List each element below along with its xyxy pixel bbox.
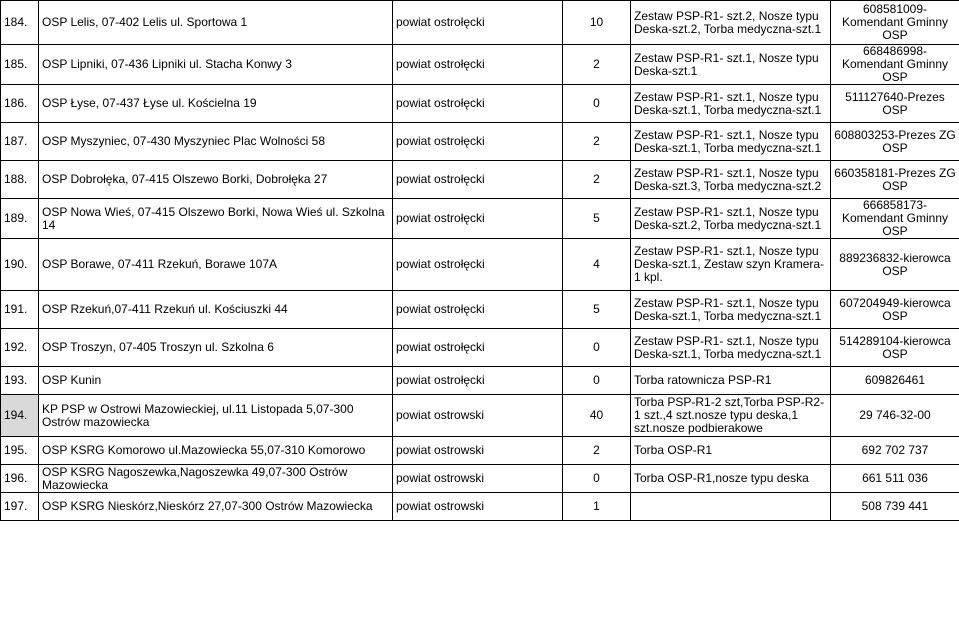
contact-cell: 608803253-Prezes ZG OSP: [831, 123, 959, 161]
county-cell: powiat ostrołęcki: [393, 329, 563, 367]
table-row: [1, 161, 959, 199]
equipment-cell: Zestaw PSP-R1- szt.1, Nosze typu Deska-szt.3, Torba medyczna-szt.2: [631, 161, 831, 199]
contact-cell: 607204949-kierowca OSP: [831, 291, 959, 329]
unit-name-cell: KP PSP w Ostrowi Mazowieckiej, ul.11 Listopada 5,07-300 Ostrów mazowiecka: [39, 395, 393, 437]
equipment-cell: Zestaw PSP-R1- szt.2, Nosze typu Deska-szt.2, Torba medyczna-szt.1: [631, 1, 831, 45]
rescuer-count-cell: 1: [563, 493, 631, 521]
county-cell: powiat ostrołęcki: [393, 291, 563, 329]
equipment-cell: Zestaw PSP-R1- szt.1, Nosze typu Deska-szt.1: [631, 45, 831, 85]
contact-cell: 889236832-kierowca OSP: [831, 239, 959, 291]
equipment-cell: Torba OSP-R1,nosze typu deska: [631, 465, 831, 493]
equipment-cell: Zestaw PSP-R1- szt.1, Nosze typu Deska-szt.1, Torba medyczna-szt.1: [631, 291, 831, 329]
row-number-cell: 187.: [1, 123, 39, 161]
contact-cell: 692 702 737: [831, 437, 959, 465]
rescuer-count-cell: 2: [563, 161, 631, 199]
row-number-cell: 186.: [1, 85, 39, 123]
table-row: [1, 437, 959, 465]
osp-table-body: [1, 1, 959, 521]
equipment-cell: Zestaw PSP-R1- szt.1, Nosze typu Deska-szt.1, Torba medyczna-szt.1: [631, 85, 831, 123]
row-number-cell: 193.: [1, 367, 39, 395]
unit-name-cell: OSP Dobrołęka, 07-415 Olszewo Borki, Dobrołęka 27: [39, 161, 393, 199]
county-cell: powiat ostrowski: [393, 493, 563, 521]
county-cell: powiat ostrołęcki: [393, 367, 563, 395]
row-number-cell: 189.: [1, 199, 39, 239]
unit-name-cell: OSP Kunin: [39, 367, 393, 395]
row-number-cell: 195.: [1, 437, 39, 465]
unit-name-cell: OSP KSRG Nagoszewka,Nagoszewka 49,07-300 Ostrów Mazowiecka: [39, 465, 393, 493]
unit-name-cell: OSP Myszyniec, 07-430 Myszyniec Plac Wolności 58: [39, 123, 393, 161]
county-cell: powiat ostrołęcki: [393, 161, 563, 199]
equipment-cell: Torba OSP-R1: [631, 437, 831, 465]
table-row: [1, 367, 959, 395]
contact-cell: 660358181-Prezes ZG OSP: [831, 161, 959, 199]
county-cell: powiat ostrowski: [393, 395, 563, 437]
rescuer-count-cell: 0: [563, 329, 631, 367]
row-number-cell: 192.: [1, 329, 39, 367]
county-cell: powiat ostrołęcki: [393, 45, 563, 85]
row-number-cell: 184.: [1, 1, 39, 45]
county-cell: powiat ostrołęcki: [393, 199, 563, 239]
county-cell: powiat ostrowski: [393, 437, 563, 465]
table-row: [1, 329, 959, 367]
equipment-cell: Zestaw PSP-R1- szt.1, Nosze typu Deska-szt.1, Torba medyczna-szt.1: [631, 123, 831, 161]
equipment-cell: [631, 493, 831, 521]
table-row: [1, 493, 959, 521]
rescuer-count-cell: 0: [563, 85, 631, 123]
county-cell: powiat ostrołęcki: [393, 1, 563, 45]
table-row: [1, 45, 959, 85]
rescuer-count-cell: 5: [563, 291, 631, 329]
equipment-cell: Torba PSP-R1-2 szt,Torba PSP-R2- 1 szt.,4 szt.nosze typu deska,1 szt.nosze podbierakowe: [631, 395, 831, 437]
row-number-cell: 196.: [1, 465, 39, 493]
equipment-cell: Zestaw PSP-R1- szt.1, Nosze typu Deska-szt.2, Torba medyczna-szt.1: [631, 199, 831, 239]
row-number-cell: 197.: [1, 493, 39, 521]
rescuer-count-cell: 2: [563, 123, 631, 161]
unit-name-cell: OSP KSRG Nieskórz,Nieskórz 27,07-300 Ostrów Mazowiecka: [39, 493, 393, 521]
unit-name-cell: OSP Nowa Wieś, 07-415 Olszewo Borki, Nowa Wieś ul. Szkolna 14: [39, 199, 393, 239]
unit-name-cell: OSP Troszyn, 07-405 Troszyn ul. Szkolna 6: [39, 329, 393, 367]
contact-cell: 508 739 441: [831, 493, 959, 521]
equipment-cell: Zestaw PSP-R1- szt.1, Nosze typu Deska-szt.1, Zestaw szyn Kramera-1 kpl.: [631, 239, 831, 291]
contact-cell: 29 746-32-00: [831, 395, 959, 437]
row-number-cell: 194.: [1, 395, 39, 437]
table-row: [1, 199, 959, 239]
rescuer-count-cell: 40: [563, 395, 631, 437]
rescuer-count-cell: 5: [563, 199, 631, 239]
table-row: [1, 1, 959, 45]
table-row: [1, 465, 959, 493]
rescuer-count-cell: 0: [563, 465, 631, 493]
table-row: [1, 291, 959, 329]
table-row: [1, 239, 959, 291]
unit-name-cell: OSP Borawe, 07-411 Rzekuń, Borawe 107A: [39, 239, 393, 291]
county-cell: powiat ostrołęcki: [393, 123, 563, 161]
row-number-cell: 190.: [1, 239, 39, 291]
rescuer-count-cell: 4: [563, 239, 631, 291]
unit-name-cell: OSP Rzekuń,07-411 Rzekuń ul. Kościuszki 44: [39, 291, 393, 329]
equipment-cell: Torba ratownicza PSP-R1: [631, 367, 831, 395]
row-number-cell: 188.: [1, 161, 39, 199]
contact-cell: 608581009- Komendant Gminny OSP: [831, 1, 959, 45]
table-row: [1, 85, 959, 123]
rescuer-count-cell: 0: [563, 367, 631, 395]
rescuer-count-cell: 2: [563, 437, 631, 465]
unit-name-cell: OSP Łyse, 07-437 Łyse ul. Kościelna 19: [39, 85, 393, 123]
county-cell: powiat ostrołęcki: [393, 239, 563, 291]
county-cell: powiat ostrołęcki: [393, 85, 563, 123]
rescuer-count-cell: 2: [563, 45, 631, 85]
table-row: [1, 395, 959, 437]
contact-cell: 511127640-Prezes OSP: [831, 85, 959, 123]
contact-cell: 514289104-kierowca OSP: [831, 329, 959, 367]
rescuer-count-cell: 10: [563, 1, 631, 45]
row-number-cell: 185.: [1, 45, 39, 85]
unit-name-cell: OSP Lipniki, 07-436 Lipniki ul. Stacha Konwy 3: [39, 45, 393, 85]
unit-name-cell: OSP Lelis, 07-402 Lelis ul. Sportowa 1: [39, 1, 393, 45]
table-row: [1, 123, 959, 161]
unit-name-cell: OSP KSRG Komorowo ul.Mazowiecka 55,07-310 Komorowo: [39, 437, 393, 465]
contact-cell: 666858173- Komendant Gminny OSP: [831, 199, 959, 239]
county-cell: powiat ostrowski: [393, 465, 563, 493]
contact-cell: 661 511 036: [831, 465, 959, 493]
contact-cell: 609826461: [831, 367, 959, 395]
row-number-cell: 191.: [1, 291, 39, 329]
equipment-cell: Zestaw PSP-R1- szt.1, Nosze typu Deska-szt.1, Torba medyczna-szt.1: [631, 329, 831, 367]
contact-cell: 668486998- Komendant Gminny OSP: [831, 45, 959, 85]
